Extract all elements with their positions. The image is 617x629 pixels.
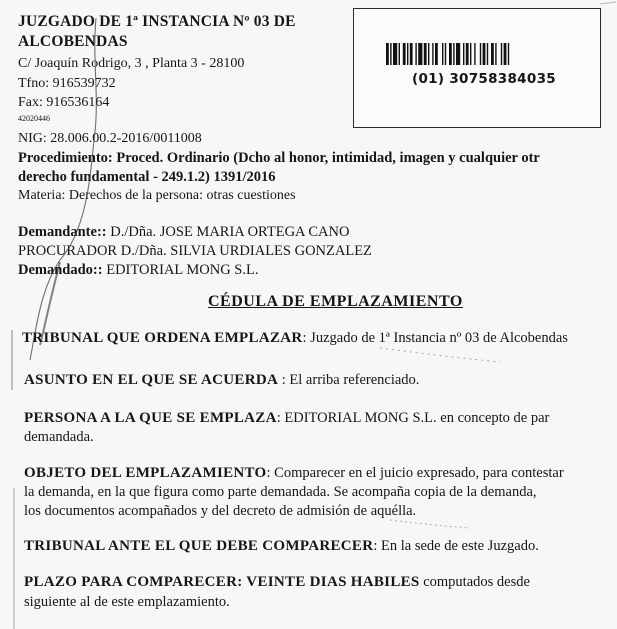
section-asunto bbox=[24, 372, 419, 389]
section-tribunal bbox=[22, 330, 568, 347]
asunto-text: : El arriba referenciado. bbox=[278, 372, 420, 388]
objeto-line3: los documentos acompañados y del decreto de admisión de aquélla. bbox=[24, 503, 417, 519]
procurador: PROCURADOR D./Dña. SILVIA URDIALES GONZALEZ bbox=[18, 243, 372, 259]
section-persona bbox=[24, 410, 549, 427]
court-phone: Tfno: 916539732 bbox=[18, 76, 116, 91]
demandante-label: Demandante:: bbox=[18, 224, 107, 240]
section-plazo bbox=[24, 574, 530, 591]
section-objeto bbox=[24, 465, 564, 482]
objeto-line2: la demanda, en la que figura como parte demandada. Se acompaña copia de la demanda, bbox=[24, 484, 537, 500]
tribunal-text: : Juzgado de 1ª Instancia nº 03 de Alcobendas bbox=[302, 330, 568, 346]
demandado-value: EDITORIAL MONG S.L. bbox=[106, 262, 259, 278]
objeto-text: : Comparecer en el juicio expresado, para contestar bbox=[266, 465, 564, 481]
asunto-label: ASUNTO EN EL QUE SE ACUERDA bbox=[24, 372, 279, 388]
ante-label: TRIBUNAL ANTE EL QUE DEBE COMPARECER bbox=[24, 538, 374, 554]
barcode-image bbox=[386, 43, 562, 65]
barcode-box bbox=[353, 8, 601, 128]
ante-text: : En la sede de este Juzgado. bbox=[373, 538, 539, 554]
demandante bbox=[18, 224, 349, 241]
plazo-line2: siguiente al de este emplazamiento. bbox=[24, 594, 230, 610]
barcode-number: (01) 30758384035 bbox=[412, 71, 556, 87]
plazo-text: computados desde bbox=[419, 574, 530, 590]
objeto-label: OBJETO DEL EMPLAZAMIENTO bbox=[24, 465, 267, 481]
demandado-label: Demandado:: bbox=[18, 262, 103, 278]
materia: Materia: Derechos de la persona: otras cuestiones bbox=[18, 188, 296, 203]
court-address: C/ Joaquín Rodrigo, 3 , Planta 3 - 28100 bbox=[18, 56, 245, 71]
plazo-label: PLAZO PARA COMPARECER: VEINTE DIAS HABILES bbox=[24, 574, 420, 590]
persona-text: : EDITORIAL MONG S.L. en concepto de par bbox=[276, 410, 550, 426]
document-title: CÉDULA DE EMPLAZAMIENTO bbox=[208, 293, 463, 310]
nig-number: NIG: 28.006.00.2-2016/0011008 bbox=[18, 131, 202, 146]
procedure-line2: derecho fundamental - 249.1.2) 1391/2016 bbox=[18, 169, 276, 185]
court-name-line1: JUZGADO DE 1ª INSTANCIA Nº 03 DE bbox=[18, 13, 296, 30]
court-code: 42020446 bbox=[18, 114, 50, 123]
court-fax: Fax: 916536164 bbox=[18, 95, 110, 110]
demandado bbox=[18, 262, 258, 279]
tribunal-label: TRIBUNAL QUE ORDENA EMPLAZAR bbox=[22, 330, 303, 346]
persona-label: PERSONA A LA QUE SE EMPLAZA bbox=[24, 410, 277, 426]
procedure-line1: Procedimiento: Proced. Ordinario (Dcho al honor, intimidad, imagen y cualquier otr bbox=[18, 150, 540, 166]
demandante-value: D./Dña. JOSE MARIA ORTEGA CANO bbox=[110, 224, 350, 240]
court-name-line2: ALCOBENDAS bbox=[18, 33, 128, 50]
section-ante bbox=[24, 538, 539, 555]
persona-text-line2: demandada. bbox=[24, 429, 94, 445]
